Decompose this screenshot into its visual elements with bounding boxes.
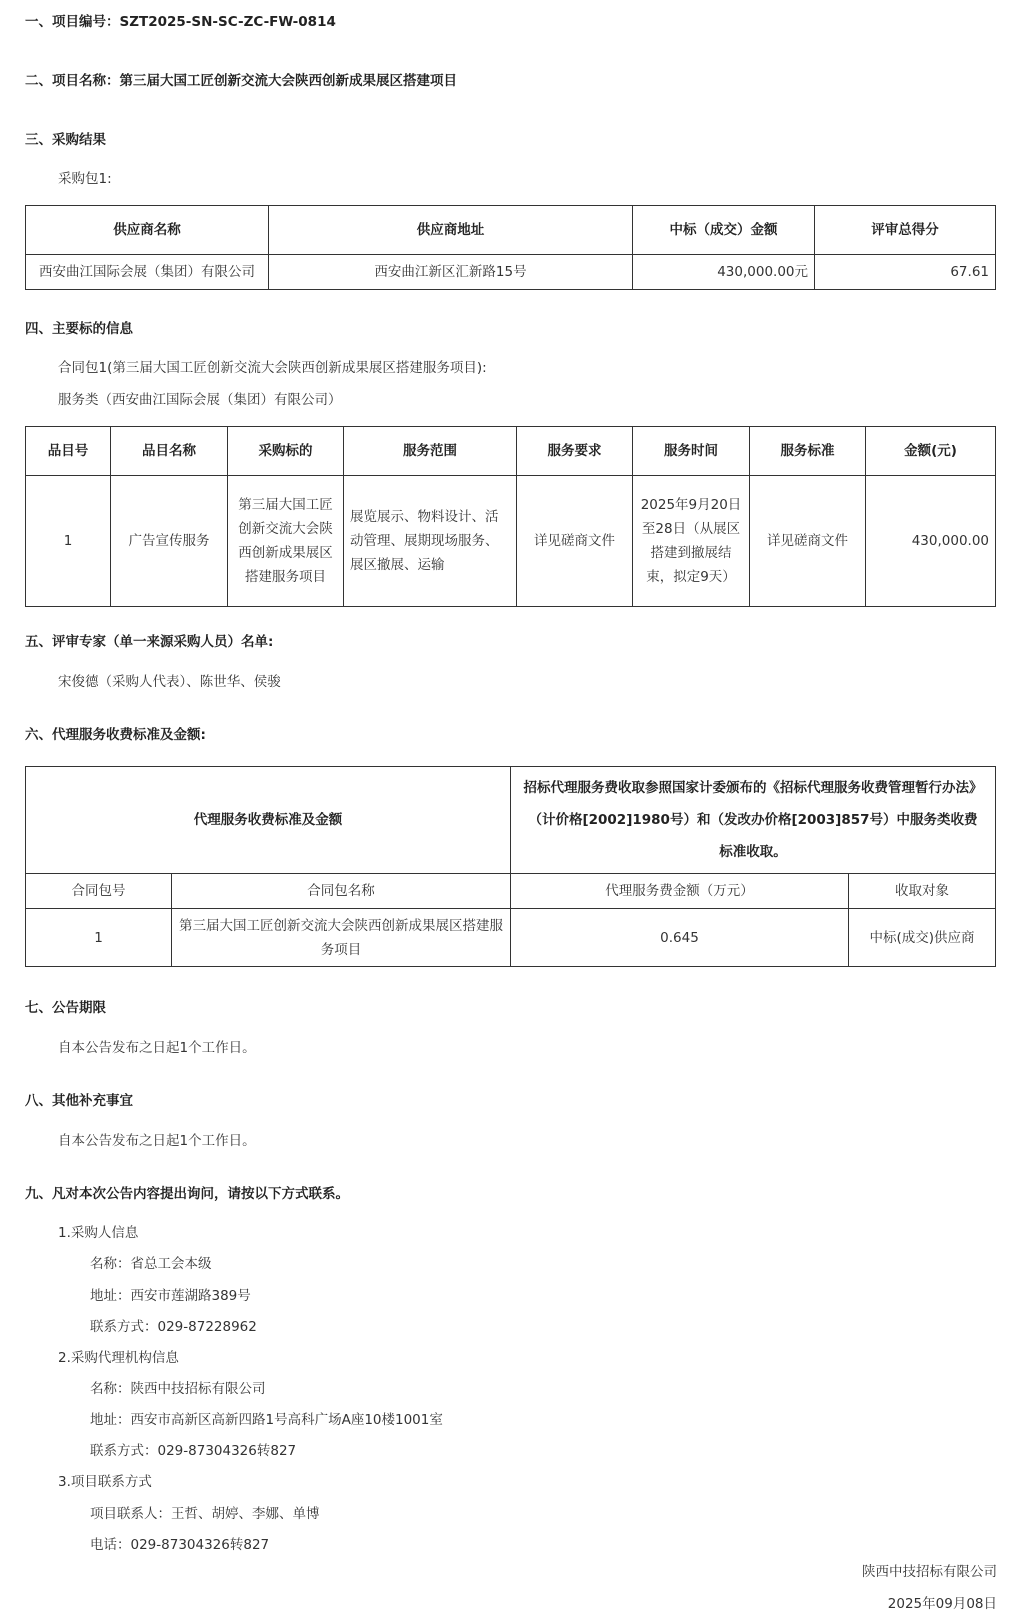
header-subject: 采购标的 bbox=[228, 427, 344, 476]
contract-no: 1 bbox=[26, 909, 172, 967]
project-name-value: 第三届大国工匠创新交流大会陕西创新成果展区搭建项目 bbox=[119, 73, 457, 89]
header-contract-no: 合同包号 bbox=[26, 874, 172, 909]
bid-amount: 430,000.00元 bbox=[633, 255, 815, 290]
purchaser-address: 地址：西安市莲湖路389号 bbox=[90, 1288, 251, 1304]
header-amount: 金额(元) bbox=[866, 427, 996, 476]
header-item-no: 品目号 bbox=[26, 427, 111, 476]
header-supplier-name: 供应商名称 bbox=[26, 206, 269, 255]
supplier-address: 西安曲江新区汇新路15号 bbox=[269, 255, 633, 290]
section-contact: 九、凡对本次公告内容提出询问，请按以下方式联系。 bbox=[25, 1186, 349, 1202]
amount: 430,000.00 bbox=[866, 476, 996, 607]
expert-names: 宋俊德（采购人代表）、陈世华、侯骏 bbox=[58, 674, 281, 690]
agency-name: 名称：陕西中技招标有限公司 bbox=[90, 1381, 266, 1397]
header-service-time: 服务时间 bbox=[633, 427, 750, 476]
project-number-value: SZT2025-SN-SC-ZC-FW-0814 bbox=[119, 14, 336, 30]
table-row bbox=[26, 476, 996, 607]
fee-header-row bbox=[26, 874, 996, 909]
package-label: 采购包1: bbox=[58, 171, 112, 187]
total-score: 67.61 bbox=[815, 255, 996, 290]
notice-period-text: 自本公告发布之日起1个工作日。 bbox=[58, 1040, 256, 1056]
header-fee-amount: 代理服务费金额（万元） bbox=[511, 874, 849, 909]
section-other-matters: 八、其他补充事宜 bbox=[25, 1093, 133, 1109]
contract-name: 第三届大国工匠创新交流大会陕西创新成果展区搭建服务项目 bbox=[172, 909, 511, 967]
fee-standard-row bbox=[26, 767, 996, 874]
agency-address: 地址：西安市高新区高新四路1号高科广场A座10楼1001室 bbox=[90, 1412, 443, 1428]
fee-standard-label: 代理服务收费标准及金额 bbox=[26, 767, 511, 874]
other-matters-text: 自本公告发布之日起1个工作日。 bbox=[58, 1133, 256, 1149]
supplier-name: 西安曲江国际会展（集团）有限公司 bbox=[26, 255, 269, 290]
project-name-label: 二、项目名称： bbox=[25, 73, 120, 89]
header-charged-party: 收取对象 bbox=[849, 874, 996, 909]
table-row bbox=[26, 909, 996, 967]
footer-date: 2025年09月08日 bbox=[887, 1596, 997, 1612]
subject-header-row bbox=[26, 427, 996, 476]
subject-table bbox=[25, 426, 996, 607]
subject-name: 第三届大国工匠创新交流大会陕西创新成果展区搭建服务项目 bbox=[228, 476, 344, 607]
project-name bbox=[25, 69, 457, 89]
header-contract-name: 合同包名称 bbox=[172, 874, 511, 909]
service-category: 服务类（西安曲江国际会展（集团）有限公司） bbox=[58, 392, 342, 408]
section-experts: 五、评审专家（单一来源采购人员）名单: bbox=[25, 634, 274, 650]
agency-fee-table bbox=[25, 766, 996, 967]
header-item-name: 品目名称 bbox=[111, 427, 228, 476]
contract-package: 合同包1(第三届大国工匠创新交流大会陕西创新成果展区搭建服务项目): bbox=[58, 360, 487, 376]
section-agency-fee: 六、代理服务收费标准及金额: bbox=[25, 727, 206, 743]
purchaser-name: 名称：省总工会本级 bbox=[90, 1256, 212, 1272]
project-contact-title: 3.项目联系方式 bbox=[58, 1474, 152, 1490]
header-service-scope: 服务范围 bbox=[344, 427, 517, 476]
charged-party: 中标(成交)供应商 bbox=[849, 909, 996, 967]
section-procurement-result: 三、采购结果 bbox=[25, 132, 106, 148]
fee-standard-text: 招标代理服务费收取参照国家计委颁布的《招标代理服务收费管理暂行办法》（计价格[2002]1980号）和（发改办价格[2003]857号）中服务类收费标准收取。 bbox=[511, 767, 996, 874]
project-number-label: 一、项目编号： bbox=[25, 14, 120, 30]
service-requirement: 详见磋商文件 bbox=[517, 476, 633, 607]
section-notice-period: 七、公告期限 bbox=[25, 1000, 106, 1016]
agency-info-title: 2.采购代理机构信息 bbox=[58, 1350, 179, 1366]
result-table bbox=[25, 205, 996, 290]
header-total-score: 评审总得分 bbox=[815, 206, 996, 255]
service-scope: 展览展示、物料设计、活动管理、展期现场服务、展区撤展、运输 bbox=[344, 476, 517, 607]
purchaser-contact: 联系方式：029-87228962 bbox=[90, 1319, 257, 1335]
item-name: 广告宣传服务 bbox=[111, 476, 228, 607]
table-row bbox=[26, 255, 996, 290]
purchaser-info-title: 1.采购人信息 bbox=[58, 1225, 139, 1241]
result-header-row bbox=[26, 206, 996, 255]
section-main-subject: 四、主要标的信息 bbox=[25, 321, 133, 337]
project-contact-people: 项目联系人：王哲、胡婷、李娜、单博 bbox=[90, 1506, 320, 1522]
header-service-requirement: 服务要求 bbox=[517, 427, 633, 476]
header-service-standard: 服务标准 bbox=[750, 427, 866, 476]
header-supplier-address: 供应商地址 bbox=[269, 206, 633, 255]
service-time: 2025年9月20日至28日（从展区搭建到撤展结束，拟定9天） bbox=[633, 476, 750, 607]
item-no: 1 bbox=[26, 476, 111, 607]
header-bid-amount: 中标（成交）金额 bbox=[633, 206, 815, 255]
footer-company: 陕西中技招标有限公司 bbox=[862, 1564, 997, 1580]
project-number bbox=[25, 10, 336, 30]
service-standard: 详见磋商文件 bbox=[750, 476, 866, 607]
project-contact-phone: 电话：029-87304326转827 bbox=[90, 1537, 270, 1553]
fee-amount: 0.645 bbox=[511, 909, 849, 967]
agency-contact: 联系方式：029-87304326转827 bbox=[90, 1443, 297, 1459]
